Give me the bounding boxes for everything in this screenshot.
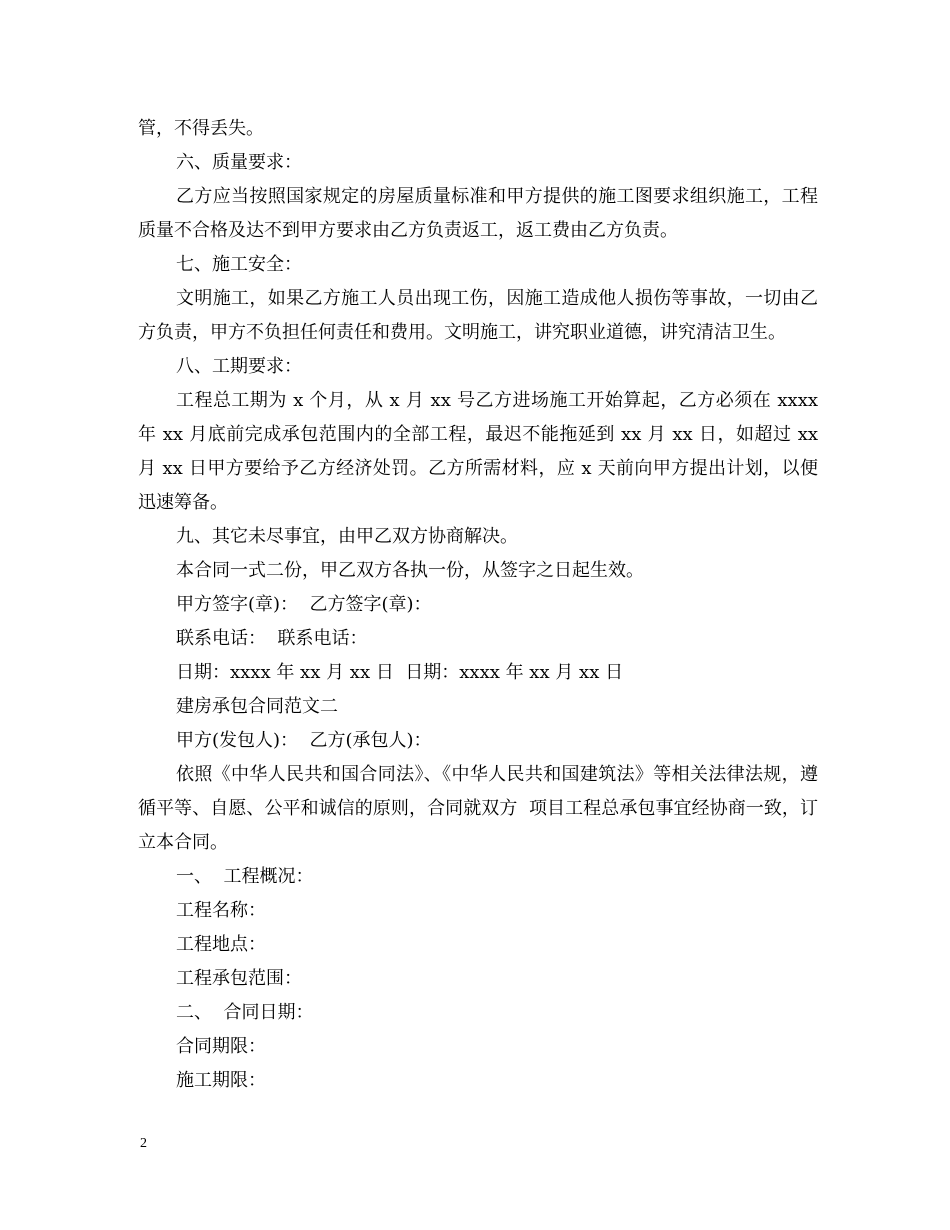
- paragraph: 九、其它未尽事宜，由甲乙双方协商解决。: [176, 526, 518, 547]
- field-contract-term: 合同期限：: [176, 1036, 266, 1057]
- section-heading-safety: 七、施工安全：: [176, 254, 302, 275]
- field-project-location: 工程地点：: [176, 934, 266, 955]
- section-heading-overview: 一、 工程概况：: [176, 866, 314, 887]
- document-subtitle: 建房承包合同范文二: [176, 696, 338, 717]
- date-line: 日期：xxxx 年 xx 月 xx 日 日期：xxxx 年 xx 月 xx 日: [176, 662, 624, 683]
- paragraph: 乙方应当按照国家规定的房屋质量标准和甲方提供的施工图要求组织施工，工程质量不合格及达不到甲方要求由乙方负责返工，返工费由乙方负责。: [138, 186, 818, 241]
- paragraph: 工程总工期为 x 个月，从 x 月 xx 号乙方进场施工开始算起，乙方必须在 xxxx 年 xx 月底前完成承包范围内的全部工程，最迟不能拖延到 xx 月 xx 日，如超过 xx 月 xx 日甲方要给予乙方经济处罚。乙方所需材料，应 x 天前向甲方提出计划，以便迅速筹备。: [138, 390, 824, 513]
- page-number: 2: [140, 1136, 147, 1151]
- paragraph: 文明施工，如果乙方施工人员出现工伤，因施工造成他人损伤等事故，一切由乙方负责，甲方不负担任何责任和费用。文明施工，讲究职业道德，讲究清洁卫生。: [138, 288, 818, 343]
- signature-line: 甲方签字(章)： 乙方签字(章)：: [176, 594, 432, 615]
- section-heading-schedule: 八、工期要求：: [176, 356, 302, 377]
- section-heading-contract-dates: 二、 合同日期：: [176, 1002, 314, 1023]
- field-project-name: 工程名称：: [176, 900, 266, 921]
- paragraph: 本合同一式二份，甲乙双方各执一份，从签字之日起生效。: [176, 560, 644, 581]
- parties-line: 甲方(发包人)： 乙方(承包人)：: [176, 730, 432, 751]
- paragraph: 管，不得丢失。: [138, 118, 264, 139]
- paragraph: 依照《中华人民共和国合同法》、《中华人民共和国建筑法》等相关法律法规，遵循平等、自愿、公平和诚信的原则，合同就双方 项目工程总承包事宜经协商一致，订立本合同。: [138, 764, 818, 853]
- field-construction-term: 施工期限：: [176, 1070, 266, 1091]
- phone-line: 联系电话： 联系电话：: [176, 628, 368, 649]
- section-heading-quality: 六、质量要求：: [176, 152, 302, 173]
- field-contract-scope: 工程承包范围：: [176, 968, 302, 989]
- document-body: [138, 112, 824, 1098]
